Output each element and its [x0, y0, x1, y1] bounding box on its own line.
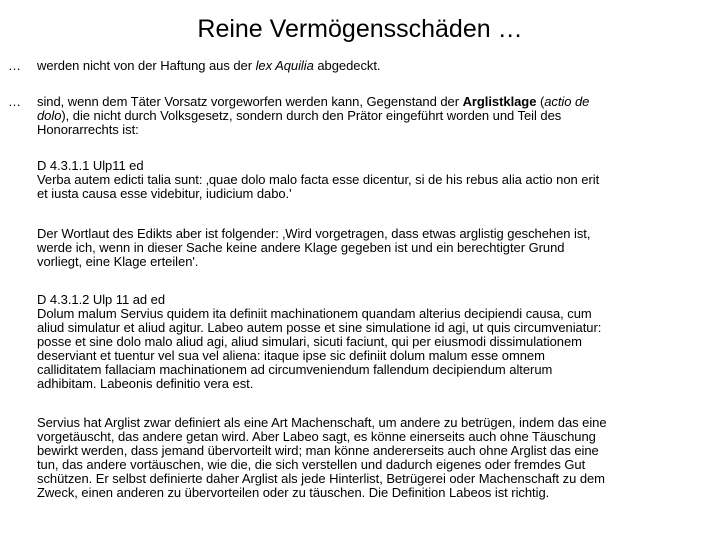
- text-line: adhibitam. Labeonis definitio vera est.: [37, 376, 254, 391]
- text-line: posse et sine dolo malo aliud agi, aliud simulari, sicuti faciunt, qui per eiusmodi dissimulationem: [37, 334, 582, 349]
- text-line: vorgetäuscht, das andere getan wird. Aber Labeo sagt, es könne einerseits auch ohne Täuschung: [37, 429, 596, 444]
- slide-title: Reine Vermögensschäden …: [197, 15, 523, 43]
- text-line: schützen. Er selbst definierte daher Arglist als jede Hinterlist, Betrügerei oder Machenschaft zu dem: [37, 471, 605, 486]
- text-line: Verba autem edicti talia sunt: ‚quae dolo malo facta esse dicentur, si de his rebus alia actio non erit: [37, 172, 600, 187]
- text-line: deserviant et tuentur vel sua vel aliena: itaque ipse sic definiit dolum malum esse omnem: [37, 348, 545, 363]
- text-line: dolo), die nicht durch Volksgesetz, sondern durch den Prätor eingeführt worden und Teil des: [37, 108, 562, 123]
- text-line: Servius hat Arglist zwar definiert als eine Art Machenschaft, um andere zu betrügen, indem das eine: [37, 415, 607, 430]
- citation: D 4.3.1.2 Ulp 11 ad ed: [37, 292, 166, 307]
- bullet-text: [37, 95, 707, 137]
- text-line: tun, das andere vortäuschen, wie die, die sich verstellen und dadurch eigenes oder fremdes Gut: [37, 457, 586, 472]
- bullet-marker: …: [8, 94, 21, 109]
- text-line: vorliegt, eine Klage erteilen'.: [37, 254, 199, 269]
- text-line: werde ich, wenn in dieser Sache keine andere Klage gegeben ist und ein berechtigter Grund: [37, 240, 565, 255]
- text-line: Zweck, einen anderen zu übervorteilen oder zu täuschen. Die Definition Labeos ist richtig.: [37, 485, 550, 500]
- text-line: bewirkt werden, dass jemand übervorteilt wird; man könne andererseits auch ohne Arglist das eine: [37, 443, 599, 458]
- translation-german-2: [37, 416, 707, 500]
- text-line: Der Wortlaut des Edikts aber ist folgender: ‚Wird vorgetragen, dass etwas arglistig geschehen ist,: [37, 226, 591, 241]
- text-line: sind, wenn dem Täter Vorsatz vorgeworfen werden kann, Gegenstand der Arglistklage (actio de: [37, 94, 590, 109]
- citation: D 4.3.1.1 Ulp11 ed: [37, 158, 144, 173]
- quote-latin-2: [37, 293, 707, 391]
- translation-german-1: [37, 227, 707, 269]
- quote-latin-1: [37, 159, 707, 201]
- text-line: aliud simulatur et aliud agitur. Labeo autem posse et sine simulatione id agi, ut quis circumveniatur:: [37, 320, 602, 335]
- text-line: Dolum malum Servius quidem ita definiit machinationem quandam alterius decipiendi causa, cum: [37, 306, 592, 321]
- bullet-text: [37, 59, 707, 73]
- text-line: et iusta causa esse videbitur, iudicium dabo.': [37, 186, 292, 201]
- bullet-marker: …: [8, 58, 21, 73]
- text-line: Honorarrechts ist:: [37, 122, 139, 137]
- bullet-text-rich: werden nicht von der Haftung aus der lex Aquilia abgedeckt.: [37, 58, 381, 73]
- text-line: calliditatem fallaciam machinationem ad circumveniendum fallendum decipiendum alterum: [37, 362, 553, 377]
